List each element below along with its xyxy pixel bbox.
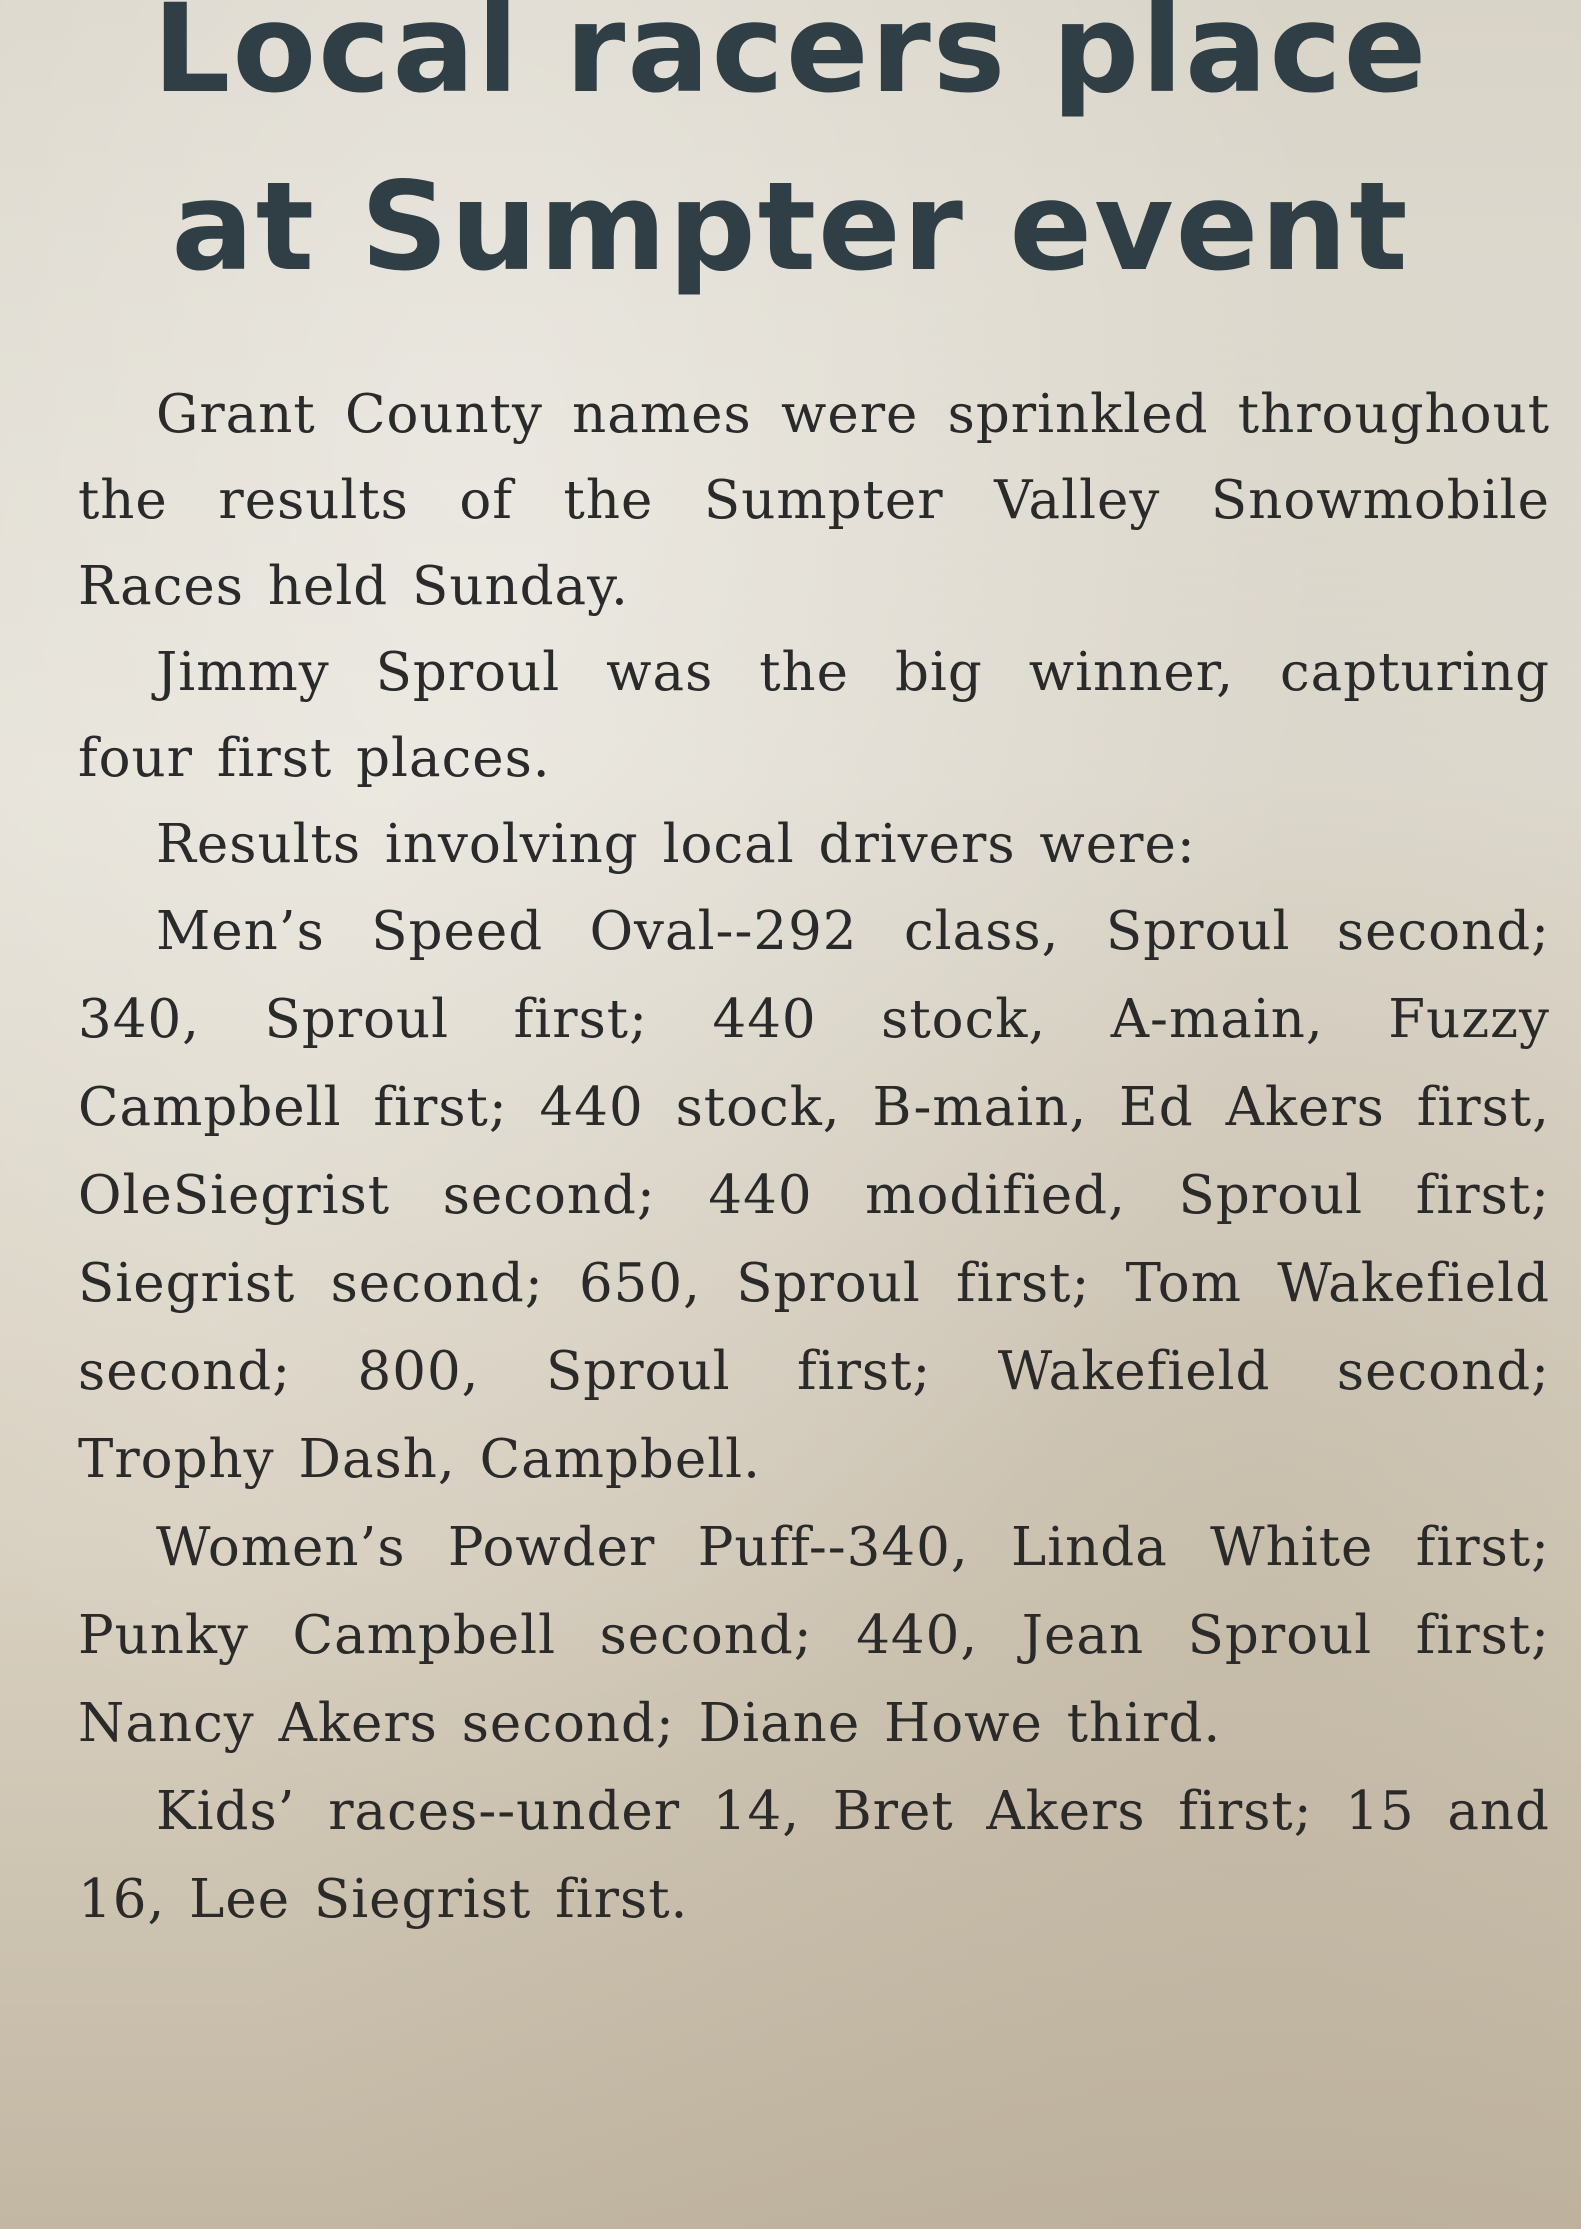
headline-line-2: at Sumpter event — [171, 156, 1410, 298]
article-body — [78, 372, 1550, 1944]
headline — [0, 0, 1581, 316]
paragraph-kids-results: Kids’ races--under 14, Bret Akers first; 15 and 16, Lee Siegrist first. — [78, 1781, 1550, 1930]
paragraph-womens-results: Women’s Powder Puff--340, Linda White first; Punky Campbell second; 440, Jean Sproul first; Nancy Akers second; Diane Howe third. — [78, 1517, 1550, 1754]
paragraph-results-intro: Results involving local drivers were: — [156, 814, 1196, 875]
paragraph-intro: Grant County names were sprinkled throughout the results of the Sumpter Valley Snowmobile Races held Sunday. — [78, 384, 1550, 617]
paragraph-mens-results: Men’s Speed Oval--292 class, Sproul second; 340, Sproul first; 440 stock, A-main, Fuzzy Campbell first; 440 stock, B-main, Ed Akers first, OleSiegrist second; 440 modified, Sproul first; Siegrist second; 650, Sproul first; Tom Wakefield second; 800, Sproul first; Wakefield second; Trophy Dash, Campbell. — [78, 901, 1550, 1490]
headline-line-1: Local racers place — [152, 0, 1429, 120]
paragraph-winner: Jimmy Sproul was the big winner, capturing four first places. — [78, 642, 1550, 789]
